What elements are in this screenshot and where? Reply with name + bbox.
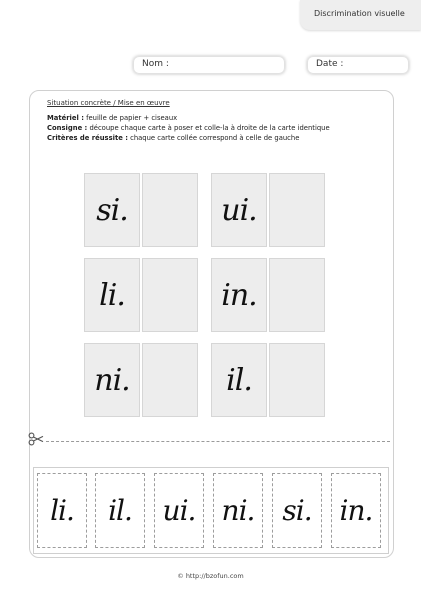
paste-slot[interactable] [269,343,325,417]
model-card [84,343,140,417]
model-card [211,343,267,417]
cutout-card[interactable] [37,473,87,548]
cutout-card-word: ui. [162,494,196,527]
criteres-line [47,134,299,142]
paste-slot[interactable] [142,343,198,417]
cutout-card-word: ni. [221,494,255,527]
model-card-word: si. [96,192,128,228]
paste-slot[interactable] [269,258,325,332]
paste-slot[interactable] [142,258,198,332]
consigne-text: découpe chaque carte à poser et colle-la à droite de la carte identique [89,124,330,132]
criteres-text: chaque carte collée correspond à celle de gauche [130,134,300,142]
situation-heading: Situation concrète / Mise en œuvre [47,99,170,107]
cutout-card-word: in. [339,494,373,527]
paste-slot[interactable] [269,173,325,247]
paste-slot[interactable] [142,173,198,247]
scissors-icon [28,431,44,445]
consigne-label: Consigne : [47,124,88,132]
cutout-card[interactable] [331,473,381,548]
model-card-word: li. [99,277,125,313]
name-label: Nom : [142,59,169,69]
header-tab [300,0,421,30]
cutout-card-word: li. [50,494,74,527]
cutout-card[interactable] [213,473,263,548]
model-card-word: ui. [221,192,257,228]
materiel-line [47,114,177,122]
model-card [211,258,267,332]
worksheet-title: Discrimination visuelle [314,9,405,18]
cutout-card-word: si. [282,494,312,527]
model-card-word: in. [221,277,257,313]
name-field[interactable] [133,56,285,74]
cutout-card[interactable] [95,473,145,548]
date-label: Date : [316,59,344,69]
consigne-line [47,124,330,132]
date-field[interactable] [307,56,409,74]
model-card [211,173,267,247]
cutout-card-word: il. [108,494,132,527]
model-card-word: il. [226,362,252,398]
footer-copyright: © http://bzofun.com [177,572,244,580]
cutout-card[interactable] [154,473,204,548]
model-card [84,258,140,332]
materiel-text: feuille de papier + ciseaux [86,114,178,122]
materiel-label: Matériel : [47,114,84,122]
criteres-label: Critères de réussite : [47,134,128,142]
cutout-card[interactable] [272,473,322,548]
cut-line [46,441,390,442]
model-card [84,173,140,247]
model-card-word: ni. [94,362,130,398]
